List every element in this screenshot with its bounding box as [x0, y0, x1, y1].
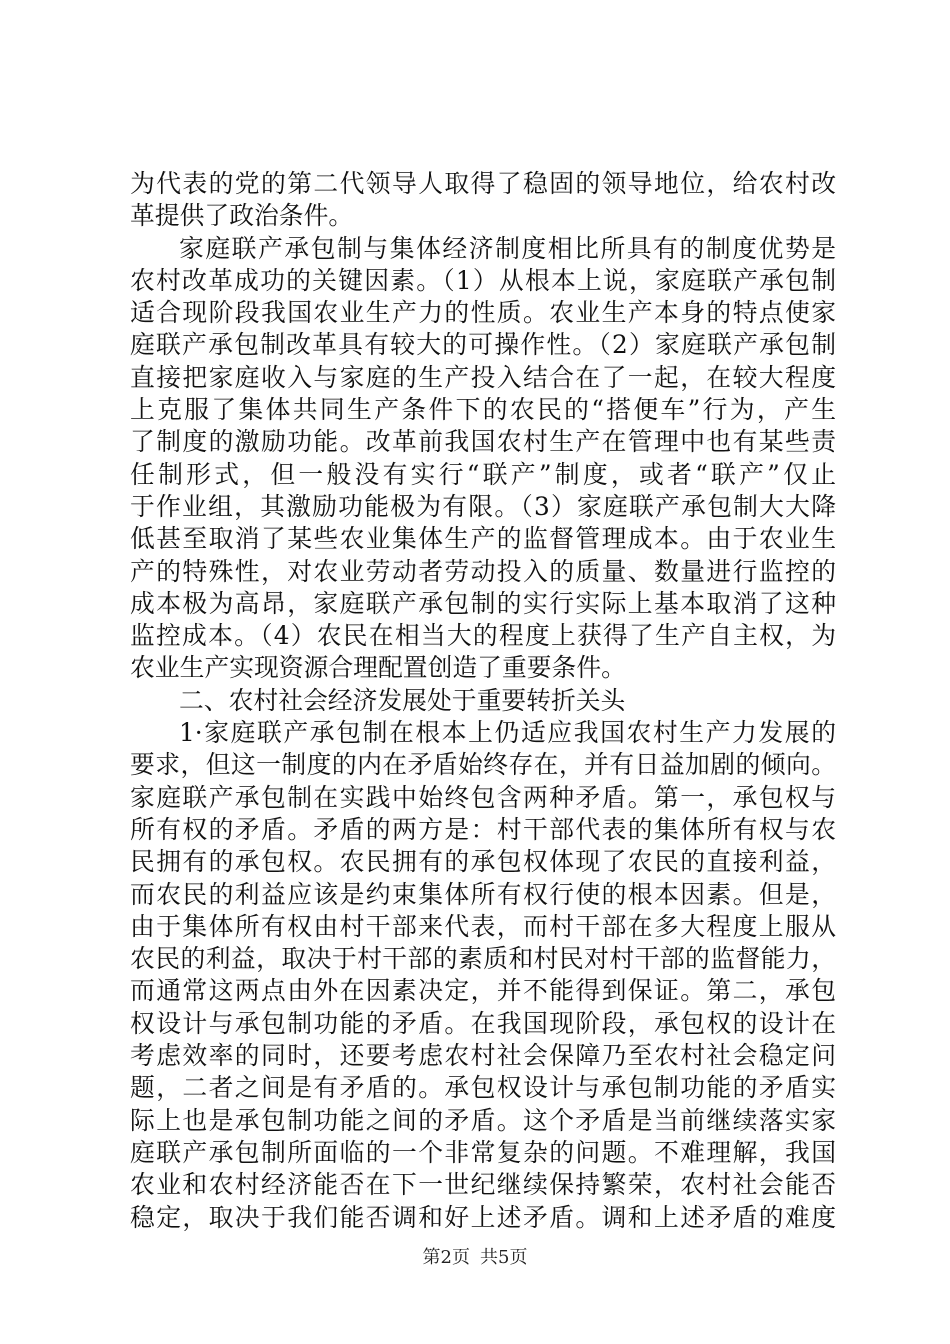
- text-line: 农民的利益，取决于村干部的素质和村民对村干部的监督能力，: [130, 944, 836, 974]
- paragraph-start-line: 家庭联产承包制与集体经济制度相比所具有的制度优势是: [179, 233, 836, 263]
- text-line: 成本极为高昂，家庭联产承包制的实行实际上基本取消了这种: [130, 588, 836, 618]
- text-line: 由于集体所有权由村干部来代表，而村干部在多大程度上服从: [130, 911, 836, 941]
- section-heading: 二、农村社会经济发展处于重要转折关头: [179, 685, 626, 715]
- page-footer: [0, 1246, 950, 1270]
- page-number: 第2页: [422, 1247, 470, 1268]
- text-line: 产的特殊性，对农业劳动者劳动投入的质量、数量进行监控的: [130, 556, 836, 586]
- text-line: 家庭联产承包制在实践中始终包含两种矛盾。第一，承包权与: [130, 782, 836, 812]
- text-line: 适合现阶段我国农业生产力的性质。农业生产本身的特点使家: [130, 298, 836, 328]
- paragraph-start-line: 1·家庭联产承包制在根本上仍适应我国农村生产力发展的: [179, 718, 836, 748]
- text-line: 题，二者之间是有矛盾的。承包权设计与承包制功能的矛盾实: [130, 1073, 836, 1103]
- text-line: 考虑效率的同时，还要考虑农村社会保障乃至农村社会稳定问: [130, 1041, 836, 1071]
- text-line: 而农民的利益应该是约束集体所有权行使的根本因素。但是，: [130, 879, 836, 909]
- text-line: 庭联产承包制改革具有较大的可操作性。（2）家庭联产承包制: [130, 330, 836, 360]
- page-total: 共5页: [480, 1247, 528, 1268]
- text-line: 直接把家庭收入与家庭的生产投入结合在了一起，在较大程度: [130, 362, 836, 392]
- text-line: 革提供了政治条件。: [130, 201, 354, 231]
- text-line: 权设计与承包制功能的矛盾。在我国现阶段，承包权的设计在: [130, 1008, 836, 1038]
- text-line: 际上也是承包制功能之间的矛盾。这个矛盾是当前继续落实家: [130, 1105, 836, 1135]
- text-line: 了制度的激励功能。改革前我国农村生产在管理中也有某些责: [130, 427, 836, 457]
- text-line: 庭联产承包制所面临的一个非常复杂的问题。不难理解，我国: [130, 1137, 836, 1167]
- text-line: 为代表的党的第二代领导人取得了稳固的领导地位，给农村改: [130, 169, 836, 198]
- text-line: 所有权的矛盾。矛盾的两方是：村干部代表的集体所有权与农: [130, 814, 836, 844]
- text-line: 任制形式，但一般没有实行“联产”制度，或者“联产”仅止: [130, 459, 836, 489]
- text-line: 农村改革成功的关键因素。（1）从根本上说，家庭联产承包制: [130, 265, 836, 295]
- text-line: 上克服了集体共同生产条件下的农民的“搭便车”行为，产生: [130, 395, 836, 425]
- document-body: [130, 168, 836, 1234]
- text-line: 农业和农村经济能否在下一世纪继续保持繁荣，农村社会能否: [130, 1170, 836, 1200]
- text-line: 要求，但这一制度的内在矛盾始终存在，并有日益加剧的倾向。: [130, 750, 836, 780]
- text-line: 而通常这两点由外在因素决定，并不能得到保证。第二，承包: [130, 976, 836, 1006]
- text-line: 于作业组，其激励功能极为有限。（3）家庭联产承包制大大降: [130, 491, 836, 521]
- text-line: 低甚至取消了某些农业集体生产的监督管理成本。由于农业生: [130, 524, 836, 554]
- text-line: 农业生产实现资源合理配置创造了重要条件。: [130, 653, 626, 683]
- text-line: 稳定，取决于我们能否调和好上述矛盾。调和上述矛盾的难度: [130, 1202, 836, 1232]
- text-line: 监控成本。（4）农民在相当大的程度上获得了生产自主权，为: [130, 621, 836, 651]
- text-line: 民拥有的承包权。农民拥有的承包权体现了农民的直接利益，: [130, 847, 836, 877]
